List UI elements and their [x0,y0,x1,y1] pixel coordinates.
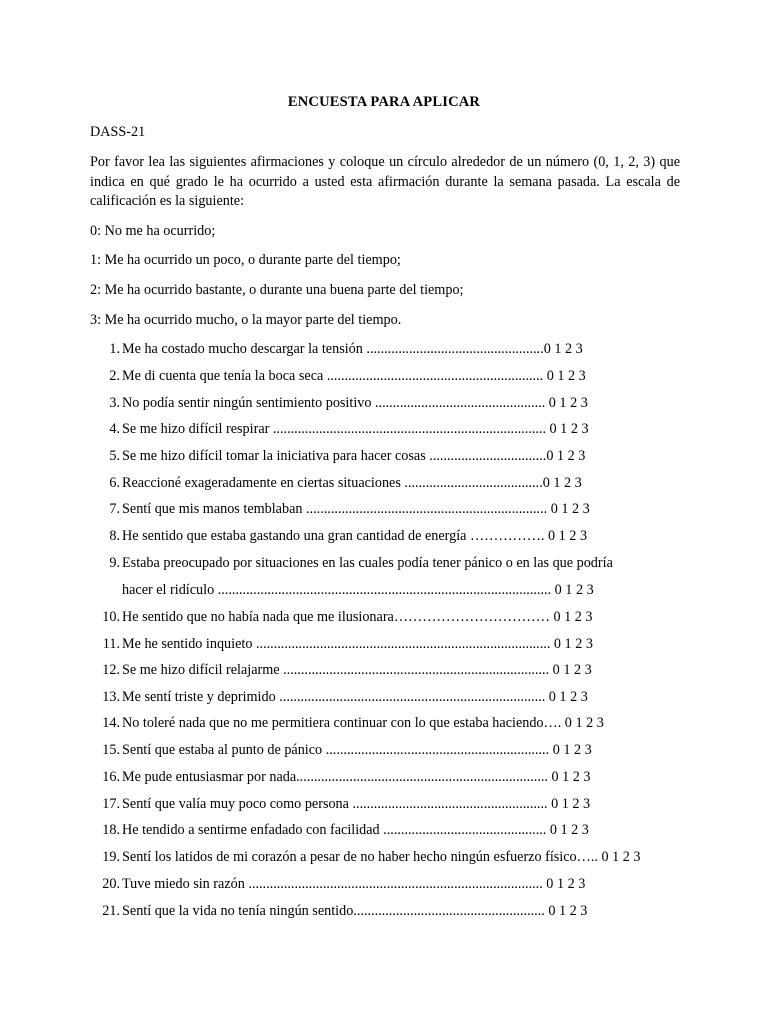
question-number: 6. [109,475,120,491]
question-text: Se me hizo difícil respirar ............................................................................. 0 1 2 3 [122,421,589,437]
question-number: 10. [102,609,120,625]
question-text: Reaccioné exageradamente en ciertas situaciones .......................................0 1 2 3 [122,475,582,491]
scale-item: 3: Me ha ocurrido mucho, o la mayor parte del tiempo. [90,312,402,328]
question-text: Me sentí triste y deprimido ........................................................................... 0 1 2 3 [122,689,588,705]
question-number: 20. [102,876,120,892]
question-text: Sentí que estaba al punto de pánico ............................................................... 0 1 2 3 [122,742,592,758]
question-number: 17. [102,796,120,812]
question-text: Me he sentido inquieto ................................................................................... 0 1 2 3 [122,636,593,652]
question-number: 15. [102,742,120,758]
question-number: 7. [109,501,120,517]
question-number: 18. [102,822,120,838]
question-text: He sentido que no había nada que me ilusionara…………………………… 0 1 2 3 [122,609,593,625]
scale-item: 0: No me ha ocurrido; [90,223,216,239]
question-number: 1. [109,341,120,357]
question-number: 21. [102,903,120,919]
question-number: 3. [109,395,120,411]
question-number: 16. [102,769,120,785]
question-text: He sentido que estaba gastando una gran cantidad de energía ……………. 0 1 2 3 [122,528,588,544]
document-title: ENCUESTA PARA APLICAR [287,94,481,110]
scale-code: DASS-21 [90,124,146,140]
question-text: Estaba preocupado por situaciones en las cuales podía tener pánico o en las que podría [122,555,613,571]
question-number: 11. [102,636,120,652]
question-number: 5. [109,448,120,464]
question-text: Me pude entusiasmar por nada....................................................................... 0 1 2 3 [122,769,591,785]
question-number: 19. [102,849,120,865]
question-text: Me ha costado mucho descargar la tensión ..................................................0 1 2 3 [122,341,583,357]
question-text: Se me hizo difícil relajarme ........................................................................... 0 1 2 3 [122,662,592,678]
question-text: Tuve miedo sin razón ................................................................................... 0 1 2 3 [122,876,586,892]
question-text: Sentí que valía muy poco como persona ....................................................... 0 1 2 3 [122,796,591,812]
question-text: No toleré nada que no me permitiera continuar con lo que estaba haciendo…. 0 1 2 3 [122,715,604,731]
question-number: 13. [102,689,120,705]
question-number: 4. [109,421,120,437]
question-text: Sentí los latidos de mi corazón a pesar de no haber hecho ningún esfuerzo físico….. 0 1 2 3 [122,849,641,865]
scale-item: 2: Me ha ocurrido bastante, o durante una buena parte del tiempo; [90,282,464,298]
instructions-paragraph: Por favor lea las siguientes afirmaciones y coloque un círculo alrededor de un número (0, 1, 2, 3) que indica en qué grado le ha ocurrido a usted esta afirmación durante la semana pasada. La escala de calificación es la siguiente: [90,154,680,209]
question-text: Sentí que la vida no tenía ningún sentido...................................................... 0 1 2 3 [122,903,588,919]
question-number: 9. [109,555,120,571]
question-text: Se me hizo difícil tomar la iniciativa para hacer cosas .................................0 1 2 3 [122,448,586,464]
question-text: Me di cuenta que tenía la boca seca ............................................................. 0 1 2 3 [122,368,586,384]
question-number: 14. [102,715,120,731]
question-text-continuation: hacer el ridículo .............................................................................................. 0 1 2 3 [122,582,594,598]
question-text: He tendido a sentirme enfadado con facilidad .............................................. 0 1 2 3 [122,822,589,838]
question-text: Sentí que mis manos temblaban .................................................................... 0 1 2 3 [122,501,590,517]
question-number: 2. [109,368,120,384]
question-number: 8. [109,528,120,544]
question-text: No podía sentir ningún sentimiento positivo ................................................ 0 1 2 3 [122,395,588,411]
question-number: 12. [102,662,120,678]
scale-item: 1: Me ha ocurrido un poco, o durante parte del tiempo; [90,252,401,268]
